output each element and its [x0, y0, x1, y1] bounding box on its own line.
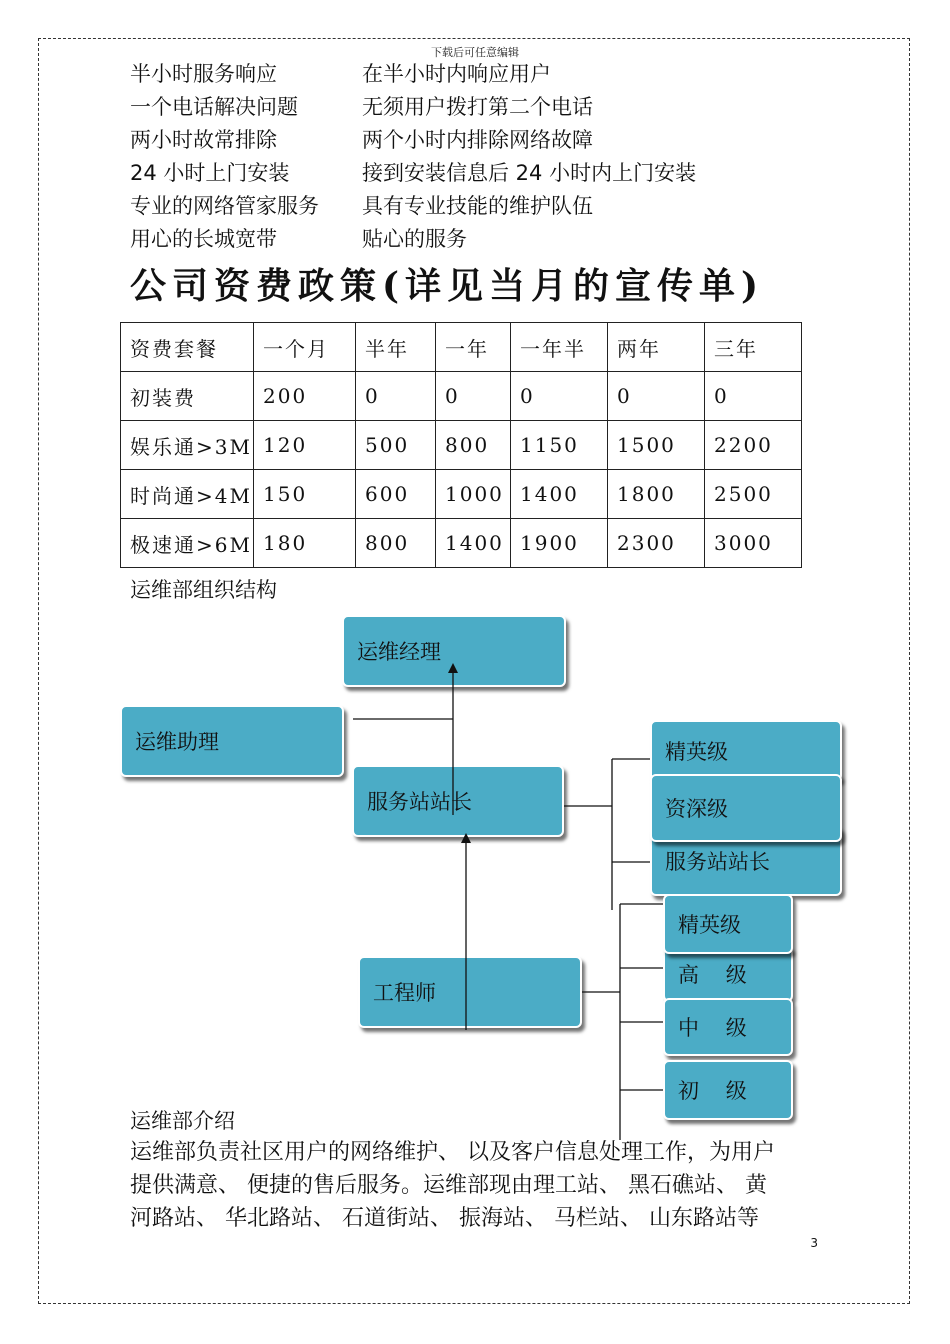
table-header-cell: 两年: [608, 323, 705, 372]
service-name: 一个电话解决问题: [130, 95, 298, 119]
org-box-assistant: 运维助理: [120, 705, 344, 777]
table-cell: 3000: [705, 519, 802, 568]
table-cell: 初装费: [121, 372, 254, 421]
org-box-station-level: 资深级: [650, 774, 842, 842]
org-box-engineer-level: 中 级: [663, 998, 793, 1056]
table-cell: 2500: [705, 470, 802, 519]
page-number: 3: [810, 1236, 818, 1250]
table-header-cell: 三年: [705, 323, 802, 372]
service-desc: 在半小时内响应用户: [362, 62, 551, 86]
service-desc: 两个小时内排除网络故障: [362, 128, 593, 152]
table-cell: 0: [511, 372, 608, 421]
service-name: 两小时故常排除: [130, 128, 277, 152]
table-cell: 1500: [608, 421, 705, 470]
service-desc: 无须用户拨打第二个电话: [362, 95, 593, 119]
intro-line: 运维部负责社区用户的网络维护、 以及客户信息处理工作，为用户: [130, 1140, 775, 1165]
table-cell: 1900: [511, 519, 608, 568]
service-desc: 接到安装信息后 24 小时内上门安装: [362, 161, 697, 185]
table-header-cell: 半年: [356, 323, 436, 372]
intro-line: 河路站、 华北路站、 石道街站、 振海站、 马栏站、 山东路站等: [130, 1206, 759, 1231]
service-name: 24 小时上门安装: [130, 161, 290, 185]
table-cell: 极速通>6M: [121, 519, 254, 568]
table-cell: 0: [608, 372, 705, 421]
service-name: 用心的长城宽带: [130, 227, 277, 251]
org-box-station-level: 精英级: [650, 720, 842, 782]
service-desc: 具有专业技能的维护队伍: [362, 194, 593, 218]
table-header-cell: 资费套餐: [121, 323, 254, 372]
intro-line: 提供满意、 便捷的售后服务。运维部现由理工站、 黑石礁站、 黄: [130, 1173, 767, 1198]
service-name: 半小时服务响应: [130, 62, 277, 86]
intro-title: 运维部介绍: [130, 1109, 235, 1133]
table-header-cell: 一年半: [511, 323, 608, 372]
table-cell: 1000: [436, 470, 511, 519]
service-name: 专业的网络管家服务: [130, 194, 319, 218]
table-cell: 120: [254, 421, 356, 470]
org-box-station-level: 服务站站长: [650, 826, 842, 896]
table-cell: 0: [436, 372, 511, 421]
table-cell: 180: [254, 519, 356, 568]
table-header-cell: 一年: [436, 323, 511, 372]
org-box-station-head: 服务站站长: [352, 765, 564, 837]
org-chart-title: 运维部组织结构: [130, 578, 277, 602]
table-cell: 1150: [511, 421, 608, 470]
service-desc: 贴心的服务: [362, 227, 467, 251]
table-cell: 娱乐通>3M: [121, 421, 254, 470]
org-box-manager: 运维经理: [342, 615, 566, 687]
table-cell: 150: [254, 470, 356, 519]
table-cell: 时尚通>4M: [121, 470, 254, 519]
org-box-engineer-level: 初 级: [663, 1060, 793, 1120]
table-cell: 2200: [705, 421, 802, 470]
table-cell: 0: [705, 372, 802, 421]
policy-title: 公司资费政策(详见当月的宣传单): [130, 265, 765, 307]
org-box-engineer-level: 高 级: [663, 946, 793, 1002]
header-note: 下载后可任意编辑: [431, 46, 519, 59]
org-box-engineer: 工程师: [358, 956, 582, 1028]
table-cell: 600: [356, 470, 436, 519]
table-cell: 800: [356, 519, 436, 568]
table-cell: 2300: [608, 519, 705, 568]
table-cell: 0: [356, 372, 436, 421]
table-cell: 800: [436, 421, 511, 470]
table-cell: 200: [254, 372, 356, 421]
table-cell: 1400: [511, 470, 608, 519]
table-header-cell: 一个月: [254, 323, 356, 372]
table-cell: 1400: [436, 519, 511, 568]
table-cell: 1800: [608, 470, 705, 519]
org-box-engineer-level: 精英级: [663, 894, 793, 954]
table-cell: 500: [356, 421, 436, 470]
